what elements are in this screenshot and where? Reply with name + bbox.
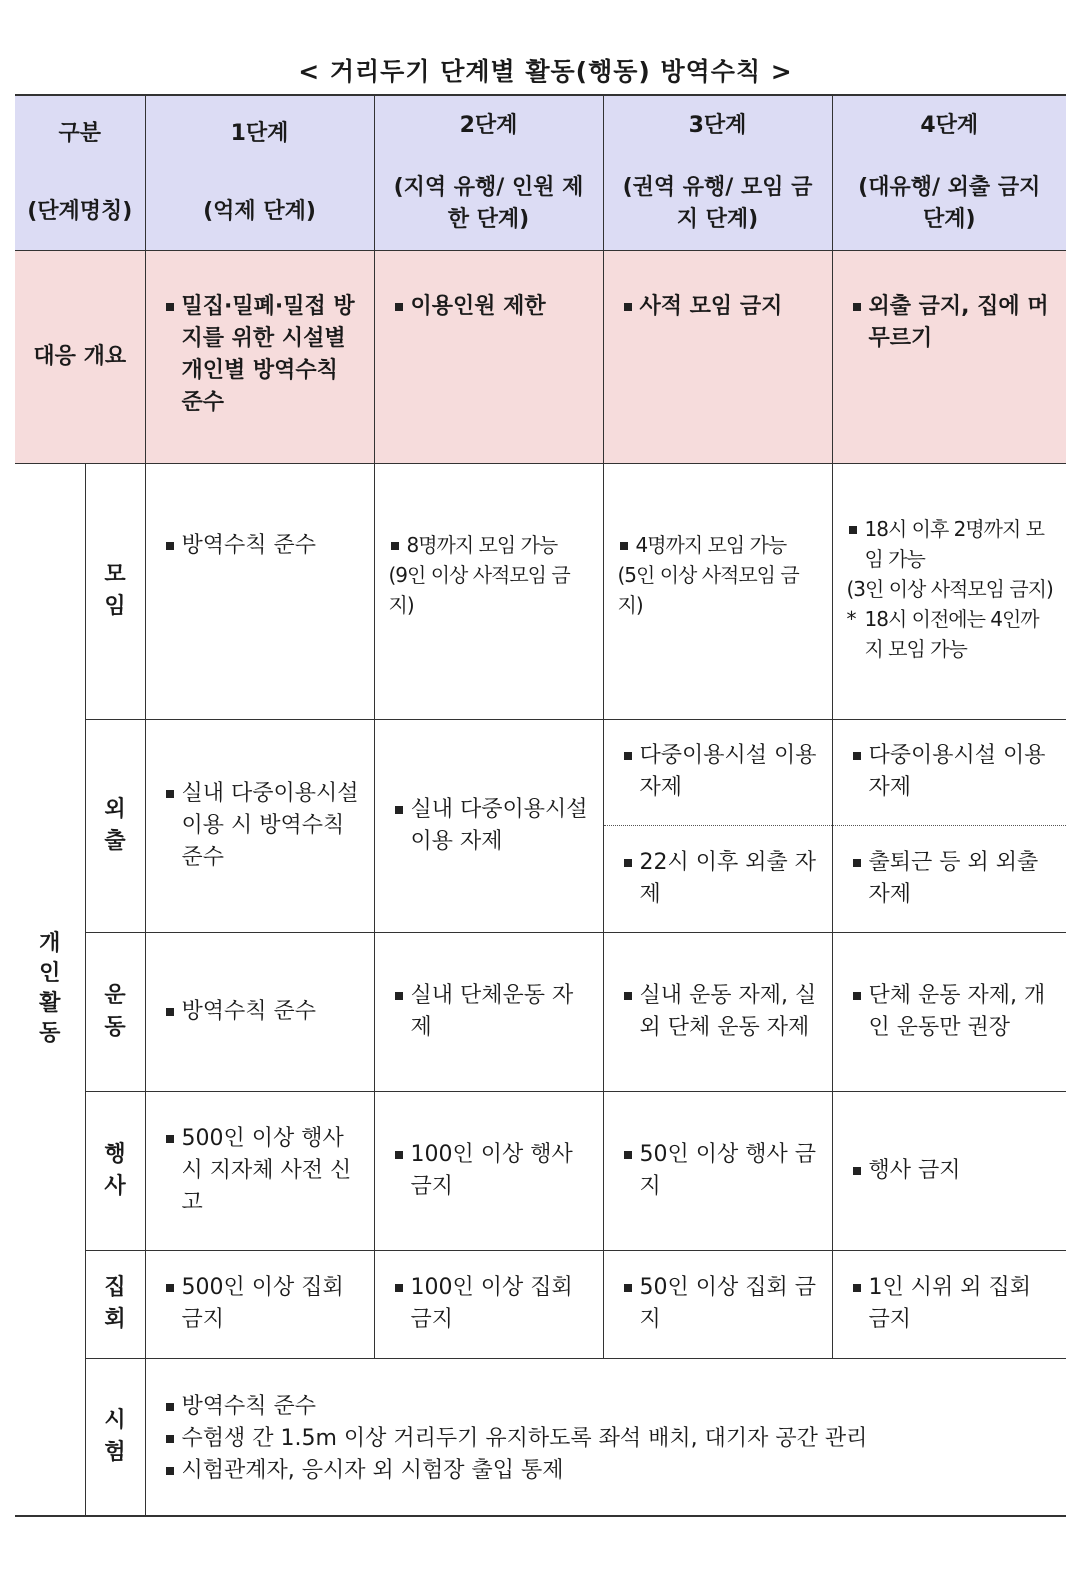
guidelines-table (15, 94, 1066, 1517)
exercise-label-cell (85, 932, 145, 1091)
outing-stage-2-text: 실내 다중이용시설 이용 자제 (393, 794, 591, 858)
exercise-row (15, 932, 1066, 1091)
event-stage-3 (603, 1091, 832, 1250)
header-row (15, 95, 1066, 250)
stage-3-desc: (권역 유행/ 모임 금지 단계) (622, 174, 813, 232)
header-category-label: 구분 (58, 120, 101, 146)
event-stage-2-text: 100인 이상 행사 금지 (393, 1139, 591, 1203)
event-stage-3-text: 50인 이상 행사 금지 (622, 1139, 820, 1203)
outing-stage-4a-text: 다중이용시설 이용 자제 (851, 740, 1055, 804)
outing-label-cell (85, 719, 145, 932)
gathering-row (15, 463, 1066, 719)
header-stage-3 (603, 95, 832, 250)
response-stage-4 (832, 250, 1066, 463)
header-stage-4 (832, 95, 1066, 250)
exam-item-1: 방역수칙 준수 (164, 1391, 1055, 1423)
outing-label: 외출 (104, 796, 126, 854)
event-stage-4 (832, 1091, 1066, 1250)
exam-label: 시험 (104, 1407, 126, 1465)
gathering-stage-1-text: 방역수칙 준수 (164, 530, 362, 562)
response-stage-3 (603, 250, 832, 463)
outing-stage-3b (603, 825, 832, 932)
header-stage-1 (145, 95, 374, 250)
response-stage-2 (374, 250, 603, 463)
gathering-stage-3-text: 4명까지 모임 가능 (618, 530, 820, 560)
response-stage-1-text: 밀집·밀폐·밀접 방지를 위한 시설별 개인별 방역수칙 준수 (164, 291, 362, 419)
event-stage-1-text: 500인 이상 행사 시 지자체 사전 신고 (164, 1123, 362, 1219)
exam-content (145, 1358, 1066, 1516)
gathering-stage-4 (832, 463, 1066, 719)
outing-stage-3a-text: 다중이용시설 이용 자제 (622, 740, 820, 804)
stage-3-name: 3단계 (688, 112, 747, 138)
assembly-label: 집회 (104, 1275, 126, 1332)
header-stage-2 (374, 95, 603, 250)
page-title: < 거리두기 단계별 활동(행동) 방역수칙 > (298, 57, 793, 86)
stage-1-desc: (억제 단계) (203, 198, 316, 224)
response-label: 대응 개요 (33, 343, 127, 369)
assembly-stage-4 (832, 1250, 1066, 1358)
stage-2-desc: (지역 유행/ 인원 제한 단계) (393, 174, 584, 232)
exercise-stage-2-text: 실내 단체운동 자제 (393, 980, 591, 1044)
event-label: 행사 (104, 1141, 126, 1199)
exercise-stage-3-text: 실내 운동 자제, 실외 단체 운동 자제 (622, 980, 820, 1044)
event-row (15, 1091, 1066, 1250)
response-stage-2-text: 이용인원 제한 (393, 291, 591, 323)
outing-stage-2 (374, 719, 603, 932)
response-stage-3-text: 사적 모임 금지 (622, 291, 820, 323)
assembly-stage-3-text: 50인 이상 집회 금지 (622, 1272, 820, 1336)
gathering-stage-2-text: 8명까지 모임 가능 (389, 530, 591, 560)
event-stage-1 (145, 1091, 374, 1250)
exam-label-cell (85, 1358, 145, 1516)
assembly-row (15, 1250, 1066, 1358)
response-label-cell (15, 250, 145, 463)
exercise-stage-3 (603, 932, 832, 1091)
gathering-stage-1 (145, 463, 374, 719)
exercise-stage-4-text: 단체 운동 자제, 개인 운동만 권장 (851, 980, 1055, 1044)
gathering-label: 모임 (104, 562, 126, 619)
assembly-stage-1 (145, 1250, 374, 1358)
assembly-stage-2 (374, 1250, 603, 1358)
assembly-stage-1-text: 500인 이상 집회 금지 (164, 1272, 362, 1336)
personal-activity-label-cell (15, 463, 85, 1516)
event-stage-2 (374, 1091, 603, 1250)
outing-stage-3a (603, 719, 832, 825)
event-stage-4-text: 행사 금지 (851, 1155, 1055, 1187)
outing-stage-1-text: 실내 다중이용시설 이용 시 방역수칙 준수 (164, 778, 362, 874)
header-category-sub: (단계명칭) (27, 198, 133, 224)
event-label-cell (85, 1091, 145, 1250)
stage-1-name: 1단계 (230, 120, 289, 146)
exercise-stage-4 (832, 932, 1066, 1091)
gathering-label-cell (85, 463, 145, 719)
assembly-stage-3 (603, 1250, 832, 1358)
stage-2-name: 2단계 (459, 112, 518, 138)
stage-4-desc: (대유행/ 외출 금지 단계) (858, 174, 1041, 232)
personal-activity-label: 개인 활동 (39, 931, 61, 1047)
outing-stage-3b-text: 22시 이후 외출 자제 (622, 847, 820, 911)
response-stage-1 (145, 250, 374, 463)
exercise-stage-1 (145, 932, 374, 1091)
gathering-stage-2 (374, 463, 603, 719)
gathering-stage-4-footnote: * 18시 이전에는 4인까지 모임 가능 (847, 604, 1055, 664)
outing-stage-4a (832, 719, 1066, 825)
gathering-stage-3 (603, 463, 832, 719)
outing-stage-4b-text: 출퇴근 등 외 외출 자제 (851, 847, 1055, 911)
response-row (15, 250, 1066, 463)
gathering-stage-2-note: (9인 이상 사적모임 금지) (388, 562, 570, 617)
gathering-stage-3-note: (5인 이상 사적모임 금지) (617, 562, 799, 617)
gathering-stage-4-text: 18시 이후 2명까지 모임 가능 (847, 514, 1055, 574)
exercise-stage-1-text: 방역수칙 준수 (164, 996, 362, 1028)
response-stage-4-text: 외출 금지, 집에 머무르기 (851, 291, 1055, 355)
stage-4-name: 4단계 (920, 112, 979, 138)
header-category (15, 95, 145, 250)
exam-item-2: 수험생 간 1.5m 이상 거리두기 유지하도록 좌석 배치, 대기자 공간 관리 (164, 1423, 1055, 1455)
assembly-stage-4-text: 1인 시위 외 집회 금지 (851, 1272, 1055, 1336)
outing-stage-4b (832, 825, 1066, 932)
exam-row (15, 1358, 1066, 1516)
assembly-label-cell (85, 1250, 145, 1358)
outing-row-top (15, 719, 1066, 825)
outing-stage-1 (145, 719, 374, 932)
assembly-stage-2-text: 100인 이상 집회 금지 (393, 1272, 591, 1336)
gathering-stage-4-note: (3인 이상 사적모임 금지) (846, 576, 1053, 601)
exercise-label: 운동 (104, 982, 126, 1040)
exam-item-3: 시험관계자, 응시자 외 시험장 출입 통제 (164, 1455, 1055, 1487)
exercise-stage-2 (374, 932, 603, 1091)
